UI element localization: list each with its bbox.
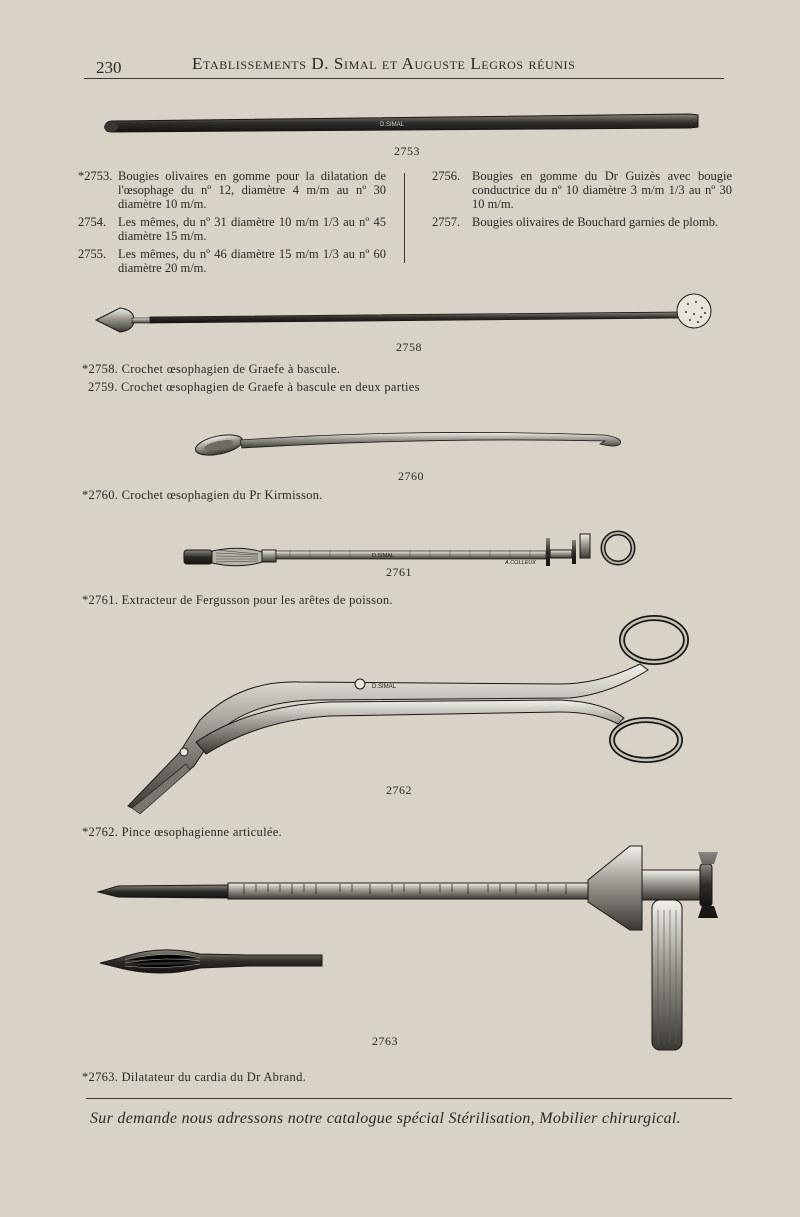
engraving-simal-2762: D.SIMAL [372, 684, 397, 690]
caption-2760: *2760. Crochet œsophagien du Pr Kirmisson. [82, 488, 323, 502]
column-divider [404, 173, 405, 263]
figure-label-2762: 2762 [386, 783, 412, 797]
entries-right-column [432, 169, 732, 233]
figure-label-2753: 2753 [394, 144, 420, 158]
entry-number: *2753. [78, 169, 113, 183]
entry-2754 [78, 215, 386, 243]
entry-text: Bougies olivaires de Bouchard garnies de plomb. [472, 215, 719, 229]
entry-2757 [432, 215, 732, 229]
entry-number: 2756. [432, 169, 461, 183]
engraving-simal-2761: D.SIMAL [372, 553, 395, 559]
entry-2756 [432, 169, 732, 211]
entry-2753 [78, 169, 386, 211]
extracteur-2761-illustration [184, 533, 633, 566]
footer-note: Sur demande nous adressons notre catalogue spécial Stérilisation, Mobilier chirurgical. [90, 1110, 681, 1127]
figure-label-2761: 2761 [386, 565, 412, 579]
crochet-2758-illustration [96, 294, 711, 332]
caption-2763: *2763. Dilatateur du cardia du Dr Abrand. [82, 1070, 307, 1084]
entries-left-column [78, 169, 386, 279]
engraving-colleux: A.COLLEUX [505, 560, 536, 566]
figure-label-2760: 2760 [398, 469, 424, 483]
dilatateur-2763-illustration [98, 846, 718, 1050]
caption-2761: *2761. Extracteur de Fergusson pour les arêtes de poisson. [82, 593, 393, 607]
page-title: Etablissements D. Simal et Auguste Legros réunis [192, 54, 576, 73]
caption-2762: *2762. Pince œsophagienne articulée. [82, 825, 282, 839]
caption-2759: 2759. Crochet œsophagien de Graefe à bascule en deux parties [88, 380, 420, 394]
page-number: 230 [96, 58, 122, 77]
entry-text: Bougies olivaires en gomme pour la dilatation de l'œsophage du nº 12, diamètre 4 m/m au nº 30 diamètre 10 m/m. [118, 169, 386, 211]
entry-number: 2754. [78, 215, 107, 229]
caption-2758: *2758. Crochet œsophagien de Graefe à bascule. [82, 362, 341, 376]
figure-label-2763: 2763 [372, 1034, 398, 1048]
entry-number: 2757. [432, 215, 461, 229]
footer-rule [86, 1098, 732, 1099]
entry-2755 [78, 247, 386, 275]
entry-text: Les mêmes, du nº 31 diamètre 10 m/m 1/3 au nº 45 diamètre 15 m/m. [118, 215, 386, 243]
bougie-2753-illustration [104, 114, 698, 132]
crochet-2760-illustration [194, 431, 621, 459]
entry-number: 2755. [78, 247, 107, 261]
entry-text: Les mêmes, du nº 46 diamètre 15 m/m 1/3 au nº 60 diamètre 20 m/m. [118, 247, 386, 275]
figure-label-2758: 2758 [396, 340, 422, 354]
entry-text: Bougies en gomme du Dr Guizès avec bougie conductrice du nº 10 diamètre 3 m/m 1/3 au nº 30 10 m/m. [472, 169, 732, 211]
engraving-simal-2753: D.SIMAL [380, 122, 405, 128]
